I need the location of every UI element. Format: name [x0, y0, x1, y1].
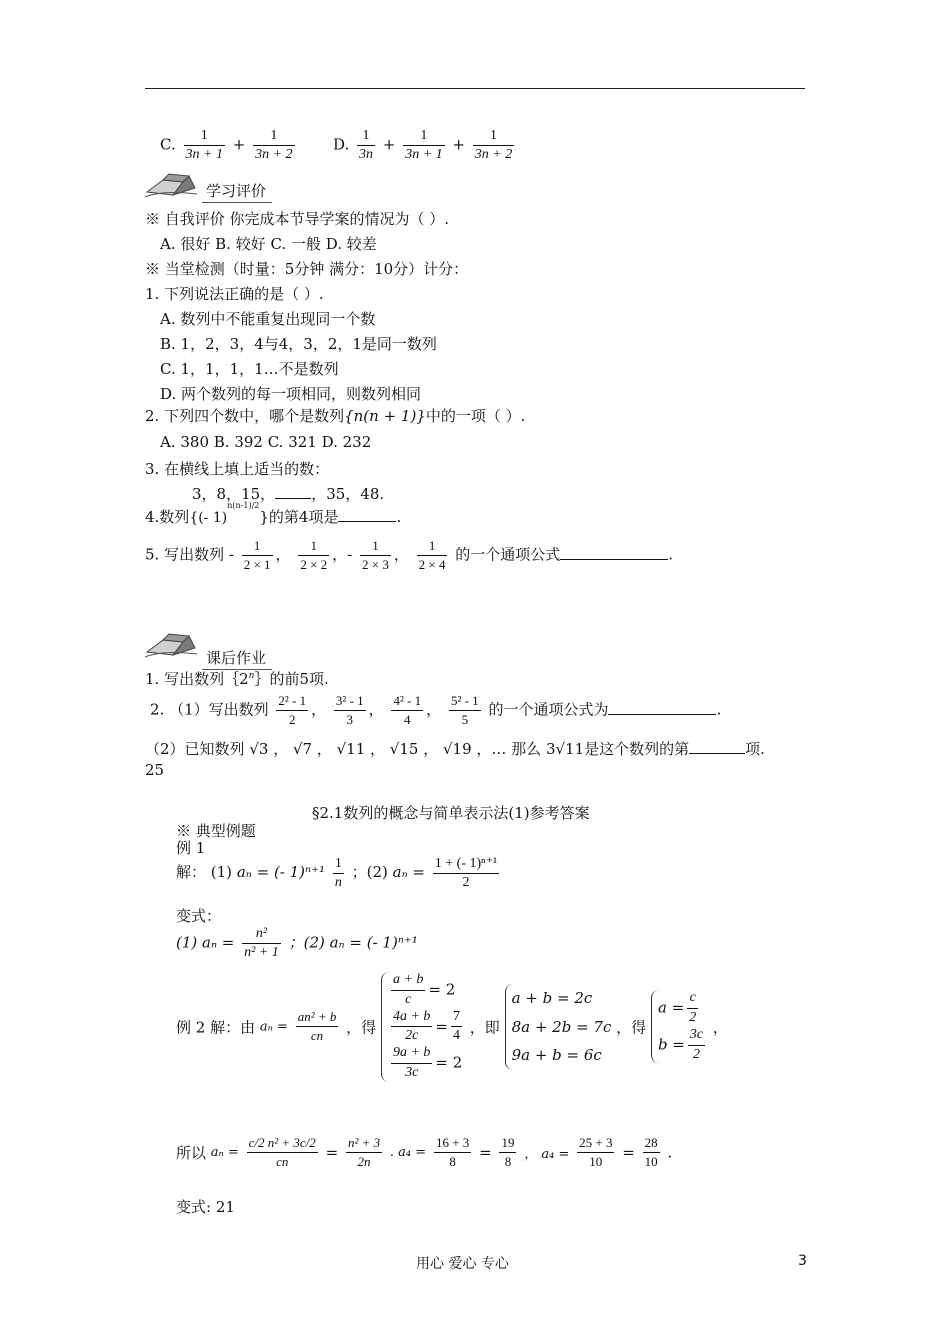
equals-value: = 2: [428, 980, 456, 999]
numerator: an² + b: [296, 1009, 339, 1027]
formula: ， a₄ =: [524, 1147, 570, 1162]
therefore: 所以: [176, 1144, 207, 1162]
homework-3-suffix: 是这个数列的第: [584, 740, 690, 758]
fraction: [434, 1135, 471, 1170]
numerator: n²: [242, 926, 281, 944]
numerator: 28: [643, 1135, 660, 1153]
homework-2: 2. （1）写出数列 $\frac{\text{2² - 1}}{2}$ ， $\frac{\text{3² - 1}}{3}$ ， $\frac{\text{4² - 1}}{4}$ ， $\frac{\text{5² - 1}}{5}$ 的一个通项公式为 .: [150, 693, 722, 727]
example-2-solution: [176, 972, 728, 1082]
equals-sign: =: [325, 1143, 339, 1162]
fraction: [184, 128, 225, 163]
question-2-options: A. 380 B. 392 C. 321 D. 232: [160, 433, 372, 451]
question-4-exponent: n(n-1)/2: [227, 501, 260, 510]
page-mark: 25: [145, 761, 165, 779]
question-5: 5. 写出数列 - $\frac{1}{2 \times 1}$ ， $\frac{1}{2 \times 2}$ ，- $\frac{1}{2 \times 3}$ ， $\frac{1}{2 \times 4}$ 的一个通项公式 .: [145, 538, 674, 572]
denominator: c: [405, 991, 412, 1007]
formula: aₙ =: [259, 1019, 288, 1035]
fraction: [346, 1135, 382, 1170]
numerator: 7: [451, 1009, 462, 1028]
equation-system-1: [381, 972, 465, 1082]
homework-1-prefix: 1. 写出数列｛: [145, 670, 240, 688]
example-1-solution: [176, 855, 502, 891]
option-c: [160, 128, 298, 163]
question-5-suffix: 的一个通项公式: [455, 545, 561, 564]
denominator: 2 × 2: [300, 557, 328, 572]
equals-value: = 2: [435, 1053, 463, 1072]
homework-3-sequence: √3 ， √7 ， √11 ， √15 ， √19 ，… 那么: [249, 740, 542, 758]
numerator: 16 + 3: [434, 1135, 471, 1153]
denominator: 2 × 4: [418, 557, 446, 572]
system-row: [658, 990, 708, 1027]
book-icon: [143, 630, 201, 660]
denominator: 4: [452, 1028, 460, 1044]
self-eval-options: A. 很好 B. 较好 C. 一般 D. 较差: [160, 235, 377, 253]
system-row: [658, 1027, 708, 1064]
system-row: 9a + b = 6c: [511, 1046, 602, 1065]
denominator: 3c: [405, 1064, 419, 1080]
numerator: 2² - 1: [276, 693, 308, 711]
formula: aₙ =: [392, 863, 425, 881]
fraction: [687, 990, 698, 1027]
option-c-label: C.: [160, 135, 176, 154]
plus-sign: +: [232, 135, 246, 154]
answers-title: §2.1数列的概念与简单表示法(1)参考答案: [312, 804, 590, 822]
separator: ；(2): [351, 863, 388, 881]
denominator: 10: [644, 1154, 658, 1169]
denominator: n² + 1: [244, 945, 279, 960]
question-1-option-c: C. 1，1，1，1…不是数列: [160, 360, 339, 378]
question-2-prefix: 2. 下列四个数中，哪个是数列: [145, 407, 345, 425]
denominator: 2n: [357, 1154, 371, 1169]
denominator: 5: [461, 712, 469, 727]
quiz-header: ※ 当堂检测（时量：5分钟 满分：10分）计分：: [145, 260, 469, 278]
plus-sign: +: [452, 135, 465, 154]
fraction: [433, 855, 499, 891]
numerator: 1: [242, 538, 273, 556]
denominator: cn: [276, 1154, 289, 1169]
formula: . a₄ =: [389, 1145, 427, 1160]
question-3-sequence: [192, 483, 384, 504]
period: .: [716, 700, 722, 719]
homework-2-suffix: 的一个通项公式为: [488, 700, 609, 719]
equals-sign: =: [622, 1143, 635, 1162]
fraction: [391, 693, 423, 728]
question-5-prefix: 5. 写出数列 -: [145, 545, 234, 564]
fraction: [473, 128, 514, 163]
question-2: [145, 405, 525, 426]
denominator: 8: [449, 1154, 456, 1169]
footer-text: 用心 爱心 专心: [416, 1256, 509, 1272]
question-1-option-d: D. 两个数列的每一项相同，则数列相同: [160, 385, 422, 403]
denominator: 3n + 1: [185, 147, 223, 162]
denominator: 2 × 1: [243, 557, 271, 572]
homework-3-term: 3√11: [545, 740, 585, 758]
fraction: [391, 972, 425, 1009]
system-row: [388, 1009, 465, 1046]
fraction: [296, 1009, 339, 1044]
denominator: 3n: [359, 147, 374, 162]
lhs: a =: [657, 998, 685, 1017]
sequence-start: 3，8，15，: [192, 485, 276, 503]
variant-1-solution: [176, 926, 418, 961]
question-1-option-a: A. 数列中不能重复出现同一个数: [160, 310, 376, 328]
question-4-close: }: [259, 508, 269, 526]
numerator: 3² - 1: [334, 693, 366, 711]
formula: ；(2) aₙ = (- 1)ⁿ⁺¹: [288, 933, 418, 952]
system-row: 8a + 2b = 7c: [511, 1017, 612, 1036]
fraction: [391, 1009, 432, 1046]
solution-prefix: 解： (1): [176, 863, 233, 881]
section-title-homework: 课后作业: [202, 647, 272, 670]
fraction: [499, 1135, 516, 1170]
numerator: 1: [403, 128, 444, 146]
answer-blank[interactable]: [689, 739, 745, 754]
question-2-set: {n(n + 1)}: [344, 407, 426, 425]
numerator: 1: [253, 128, 294, 146]
equals-sign: =: [435, 1016, 448, 1035]
numerator: 1: [473, 128, 514, 146]
formula: aₙ =: [210, 1145, 239, 1160]
fraction: [242, 926, 281, 961]
homework-3: [145, 738, 765, 759]
numerator: 19: [499, 1135, 516, 1153]
variant-1-label: 变式：: [176, 907, 222, 925]
formula: aₙ = (- 1)ⁿ⁺¹: [236, 863, 326, 881]
question-1-option-b: B. 1，2，3，4与4，3，2，1是同一数列: [160, 335, 437, 353]
sequence-end: ，35，48.: [311, 485, 385, 503]
fraction: [391, 1045, 432, 1082]
connector: ，得: [616, 1018, 647, 1037]
denominator: n: [334, 874, 342, 890]
homework-2-prefix: 2. （1）写出数列: [150, 700, 269, 719]
answer-blank[interactable]: [560, 545, 668, 560]
numerator: 1: [298, 538, 329, 556]
fraction: [643, 1135, 660, 1170]
fraction: [357, 128, 375, 163]
option-d-label: D.: [333, 135, 350, 154]
fraction: [334, 693, 366, 728]
system-row: [388, 1045, 465, 1082]
period: .: [667, 1143, 673, 1162]
self-eval-line: ※ 自我评价 你完成本节导学案的情况为（ ）.: [145, 210, 450, 228]
period: .: [668, 545, 674, 564]
variant-2: 变式: 21: [176, 1198, 235, 1216]
lhs: b =: [657, 1035, 685, 1054]
system-row: a + b = 2c: [511, 989, 593, 1008]
numerator: 1: [333, 856, 344, 874]
numerator: 1: [184, 128, 225, 146]
numerator: 3c: [688, 1027, 705, 1046]
question-2-suffix: 中的一项（ ）.: [425, 407, 526, 425]
denominator: 3n + 2: [474, 147, 513, 162]
denominator: 2 × 3: [362, 557, 389, 572]
numerator: 4a + b: [391, 1009, 432, 1028]
numerator: 1: [417, 538, 448, 556]
system-row: [388, 972, 465, 1009]
homework-1-base: 2: [239, 670, 249, 688]
numerator: n² + 3: [346, 1135, 382, 1153]
header-rule: [145, 88, 805, 89]
numerator: c/2 n² + 3c/2: [247, 1135, 318, 1153]
numerator: 25 + 3: [577, 1135, 614, 1153]
fraction: [449, 693, 481, 728]
denominator: 3n + 1: [405, 147, 443, 162]
numerator: 1: [360, 538, 391, 556]
connector: ，即: [469, 1018, 500, 1037]
fraction: [577, 1135, 614, 1170]
denominator: 2c: [405, 1028, 419, 1044]
numerator: c: [687, 990, 698, 1009]
question-4-suffix: 的第4项是: [268, 508, 339, 526]
fraction: [451, 1009, 462, 1046]
question-4-base: {(- 1): [189, 510, 228, 526]
fraction: [360, 538, 391, 573]
denominator: 2: [693, 1046, 700, 1062]
question-4-prefix: 4.数列: [145, 508, 190, 526]
answer-blank[interactable]: [338, 507, 396, 522]
question-1: 1. 下列说法正确的是（ ）.: [145, 285, 324, 303]
book-icon: [143, 170, 201, 200]
plus-sign: +: [382, 135, 396, 154]
numerator: 9a + b: [391, 1045, 432, 1064]
homework-1-suffix: ｝的前5项.: [254, 670, 329, 688]
denominator: 10: [589, 1154, 603, 1169]
example-2-prefix: 例 2 解：由: [176, 1018, 256, 1037]
denominator: cn: [310, 1028, 324, 1044]
denominator: 2: [689, 1010, 697, 1026]
example-2-result: [176, 1135, 672, 1170]
question-3: 3. 在横线上填上适当的数：: [145, 460, 330, 478]
fraction: [333, 856, 344, 891]
fraction: [403, 128, 444, 163]
homework-3-end: 项.: [745, 740, 765, 758]
fraction: [253, 128, 294, 163]
equals-sign: =: [479, 1143, 492, 1162]
denominator: 2: [289, 712, 296, 727]
question-4: [145, 501, 402, 527]
typical-examples-heading: ※ 典型例题: [176, 822, 256, 840]
numerator: 1 + (- 1)ⁿ⁺¹: [433, 855, 499, 874]
connector: ，得: [346, 1018, 377, 1037]
equation-system-3: [651, 990, 708, 1063]
fraction: [417, 538, 448, 573]
denominator: 3: [346, 712, 354, 727]
fraction: [276, 693, 308, 728]
numerator: 4² - 1: [391, 693, 423, 711]
formula: (1) aₙ =: [176, 933, 235, 952]
period: .: [396, 508, 402, 526]
fraction: [298, 538, 329, 573]
page-number: 3: [798, 1253, 807, 1269]
fraction: [247, 1135, 318, 1170]
answer-blank[interactable]: [608, 700, 716, 715]
option-d: [333, 128, 517, 163]
homework-1-exponent: n: [248, 671, 255, 681]
numerator: 1: [357, 128, 375, 146]
answer-blank[interactable]: [275, 484, 311, 499]
numerator: 5² - 1: [449, 693, 481, 711]
denominator: 8: [504, 1154, 512, 1169]
denominator: 2: [462, 875, 470, 890]
denominator: 4: [404, 712, 411, 727]
fraction: [688, 1027, 705, 1064]
equation-system-2: [505, 984, 612, 1070]
fraction: [242, 538, 273, 573]
numerator: a + b: [391, 972, 425, 991]
denominator: 3n + 2: [255, 147, 293, 162]
example-1-label: 例 1: [176, 839, 206, 857]
comma: ，: [712, 1018, 728, 1037]
section-title-evaluation: 学习评价: [202, 180, 272, 203]
homework-3-prefix: （2）已知数列: [145, 740, 245, 758]
homework-1: [145, 668, 329, 689]
